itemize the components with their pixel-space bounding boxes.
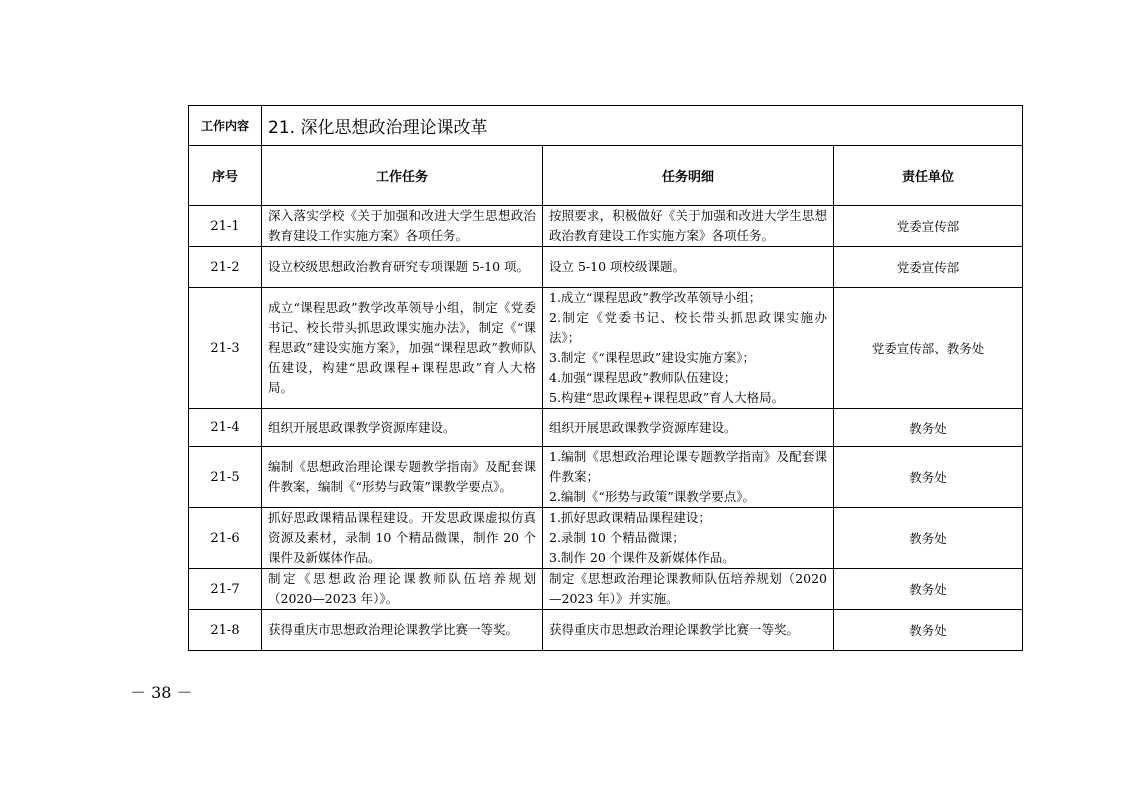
table-row: [189, 409, 1023, 447]
header-seq: 序号: [189, 146, 262, 206]
row-task: 组织开展思政课教学资源库建设。: [262, 409, 543, 447]
title-row: [189, 106, 1023, 146]
row-task: 编制《思想政治理论课专题教学指南》及配套课件教案，编制《“形势与政策”课教学要点》。: [262, 447, 543, 508]
detail-line: 5.构建“思政课程+课程思政”育人大格局。: [549, 390, 785, 405]
row-detail: [543, 447, 834, 508]
header-task: 工作任务: [262, 146, 543, 206]
detail-line: 组织开展思政课教学资源库建设。: [549, 419, 737, 435]
detail-line: 设立 5-10 项校级课题。: [549, 259, 686, 274]
row-seq: 21-3: [189, 288, 262, 409]
row-seq: 21-4: [189, 409, 262, 447]
row-detail: [543, 508, 834, 569]
row-unit: 党委宣传部、教务处: [834, 288, 1023, 409]
detail-line: 1.抓好思政课精品课程建设；: [549, 510, 711, 525]
table-row: [189, 508, 1023, 569]
detail-line: 1.编制《思想政治理论课专题教学指南》及配套课件教案；: [549, 449, 827, 484]
row-unit: 党委宣传部: [834, 247, 1023, 288]
table-row: [189, 569, 1023, 610]
row-detail: [543, 409, 834, 447]
detail-line: 获得重庆市思想政治理论课教学比赛一等奖。: [549, 622, 800, 637]
row-task: 制定《思想政治理论课教师队伍培养规划（2020—2023 年）》。: [262, 569, 543, 610]
row-unit: 党委宣传部: [834, 206, 1023, 247]
detail-line: 1.成立“课程思政”教学改革领导小组；: [549, 290, 762, 305]
work-plan-table: [188, 105, 1023, 651]
row-unit: 教务处: [834, 447, 1023, 508]
row-task: 抓好思政课精品课程建设。开发思政课虚拟仿真资源及素材，录制 10 个精品微课，制作 20 个课件及新媒体作品。: [262, 508, 543, 569]
row-task: 成立“课程思政”教学改革领导小组，制定《党委书记、校长带头抓思政课实施办法》，制定《“课程思政”建设实施方案》，加强“课程思政”教师队伍建设，构建“思政课程+课程思政”育人大格局。: [262, 288, 543, 409]
row-detail: [543, 206, 834, 247]
row-detail: [543, 569, 834, 610]
detail-line: 3.制作 20 个课件及新媒体作品。: [549, 550, 735, 565]
detail-line: 2.编制《“形势与政策”课教学要点》。: [549, 489, 755, 504]
row-detail: [543, 288, 834, 409]
row-task: 设立校级思想政治教育研究专项课题 5-10 项。: [262, 247, 543, 288]
table-row: [189, 610, 1023, 651]
detail-line: 2.制定《党委书记、校长带头抓思政课实施办法》；: [549, 310, 827, 345]
row-unit: 教务处: [834, 610, 1023, 651]
row-seq: 21-2: [189, 247, 262, 288]
row-task: 深入落实学校《关于加强和改进大学生思想政治教育建设工作实施方案》各项任务。: [262, 206, 543, 247]
detail-line: 2.录制 10 个精品微课；: [549, 530, 685, 545]
row-detail: [543, 610, 834, 651]
header-detail: 任务明细: [543, 146, 834, 206]
table-row: [189, 247, 1023, 288]
row-unit: 教务处: [834, 409, 1023, 447]
title-label: 工作内容: [189, 106, 262, 146]
row-seq: 21-5: [189, 447, 262, 508]
detail-line: 4.加强“课程思政”教师队伍建设；: [549, 370, 737, 385]
row-seq: 21-1: [189, 206, 262, 247]
table-title: 21. 深化思想政治理论课改革: [262, 106, 1023, 146]
table-row: [189, 206, 1023, 247]
page-number: － 38 －: [130, 683, 193, 702]
row-seq: 21-7: [189, 569, 262, 610]
detail-line: 按照要求，积极做好《关于加强和改进大学生思想政治教育建设工作实施方案》各项任务。: [549, 208, 827, 243]
table-row: [189, 447, 1023, 508]
header-row: [189, 146, 1023, 206]
row-unit: 教务处: [834, 569, 1023, 610]
row-seq: 21-8: [189, 610, 262, 651]
row-unit: 教务处: [834, 508, 1023, 569]
row-seq: 21-6: [189, 508, 262, 569]
header-unit: 责任单位: [834, 146, 1023, 206]
detail-line: 3.制定《“课程思政”建设实施方案》；: [549, 350, 755, 365]
row-task: 获得重庆市思想政治理论课教学比赛一等奖。: [262, 610, 543, 651]
detail-line: 制定《思想政治理论课教师队伍培养规划（2020—2023 年）》并实施。: [549, 571, 827, 606]
table-row: [189, 288, 1023, 409]
row-detail: [543, 247, 834, 288]
